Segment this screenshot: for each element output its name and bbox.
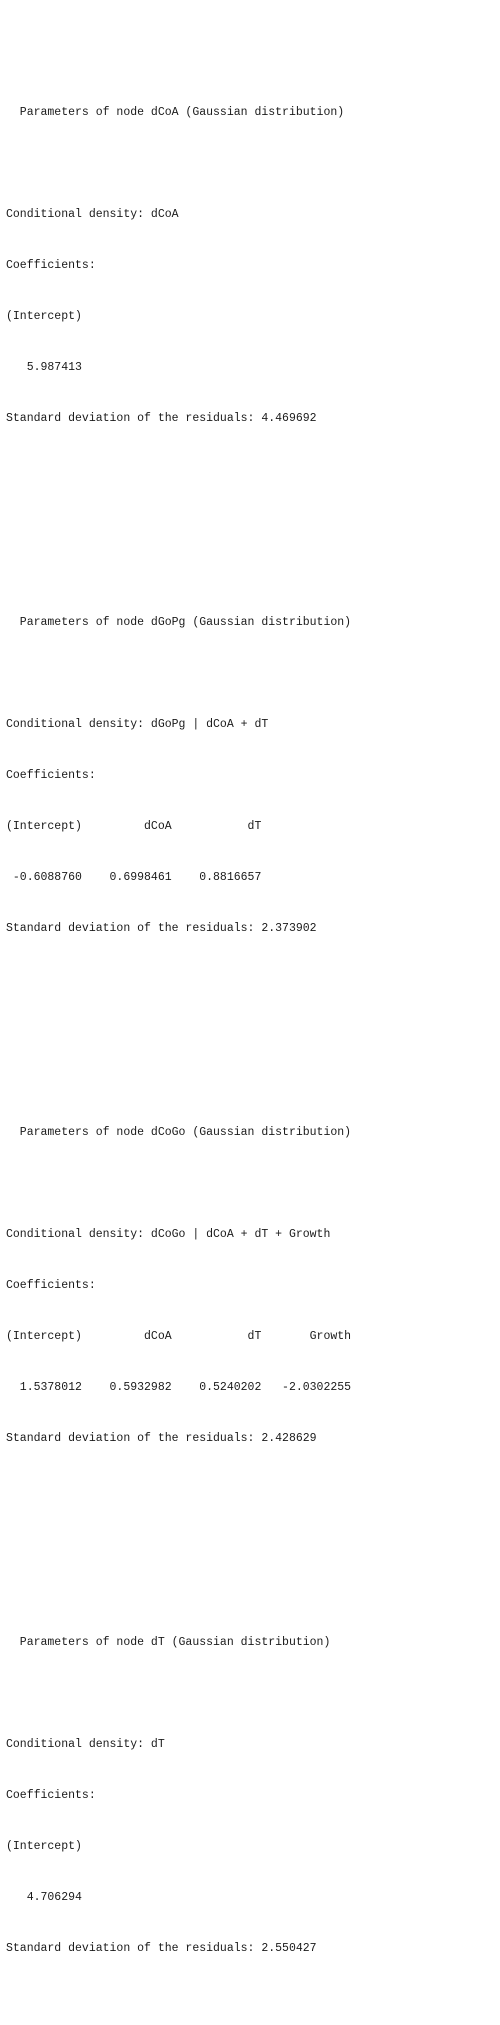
- coefficients-label: Coefficients:: [6, 259, 96, 272]
- coefficients-header: (Intercept): [6, 1840, 82, 1853]
- conditional-density: Conditional density: dGoPg | dCoA + dT: [6, 718, 269, 731]
- conditional-density: Conditional density: dCoA: [6, 208, 179, 221]
- node-header: Parameters of node dGoPg (Gaussian distribution): [6, 616, 352, 629]
- conditional-density: Conditional density: dCoGo | dCoA + dT + Growth: [6, 1228, 331, 1241]
- spacer: [6, 1481, 496, 1498]
- residuals-sd: Standard deviation of the residuals: 2.428629: [6, 1432, 317, 1445]
- conditional-density: Conditional density: dT: [6, 1738, 165, 1751]
- coefficients-header: (Intercept): [6, 310, 82, 323]
- node-block-dt: [6, 1600, 496, 1991]
- spacer: [6, 1175, 496, 1192]
- residuals-sd: Standard deviation of the residuals: 2.373902: [6, 922, 317, 935]
- residuals-sd: Standard deviation of the residuals: 2.550427: [6, 1942, 317, 1955]
- spacer: [6, 971, 496, 988]
- residuals-sd: Standard deviation of the residuals: 4.469692: [6, 412, 317, 425]
- spacer: [6, 155, 496, 172]
- coefficients-header: (Intercept) dCoA dT: [6, 820, 262, 833]
- coefficients-values: 1.5378012 0.5932982 0.5240202 -2.0302255: [6, 1381, 352, 1394]
- coefficients-label: Coefficients:: [6, 1279, 96, 1292]
- coefficients-values: 5.987413: [6, 361, 82, 374]
- node-block-dcogo: [6, 1090, 496, 1532]
- coefficients-label: Coefficients:: [6, 1789, 96, 1802]
- node-header: Parameters of node dCoGo (Gaussian distribution): [6, 1126, 352, 1139]
- node-header: Parameters of node dT (Gaussian distribution): [6, 1636, 331, 1649]
- node-block-dgopg: [6, 580, 496, 1022]
- r-console-output: [6, 2, 496, 2025]
- spacer: [6, 665, 496, 682]
- coefficients-label: Coefficients:: [6, 769, 96, 782]
- coefficients-values: -0.6088760 0.6998461 0.8816657: [6, 871, 262, 884]
- spacer: [6, 461, 496, 478]
- coefficients-values: 4.706294: [6, 1891, 82, 1904]
- coefficients-header: (Intercept) dCoA dT Growth: [6, 1330, 352, 1343]
- node-header: Parameters of node dCoA (Gaussian distribution): [6, 106, 345, 119]
- spacer: [6, 1685, 496, 1702]
- node-block-dcoa: [6, 70, 496, 512]
